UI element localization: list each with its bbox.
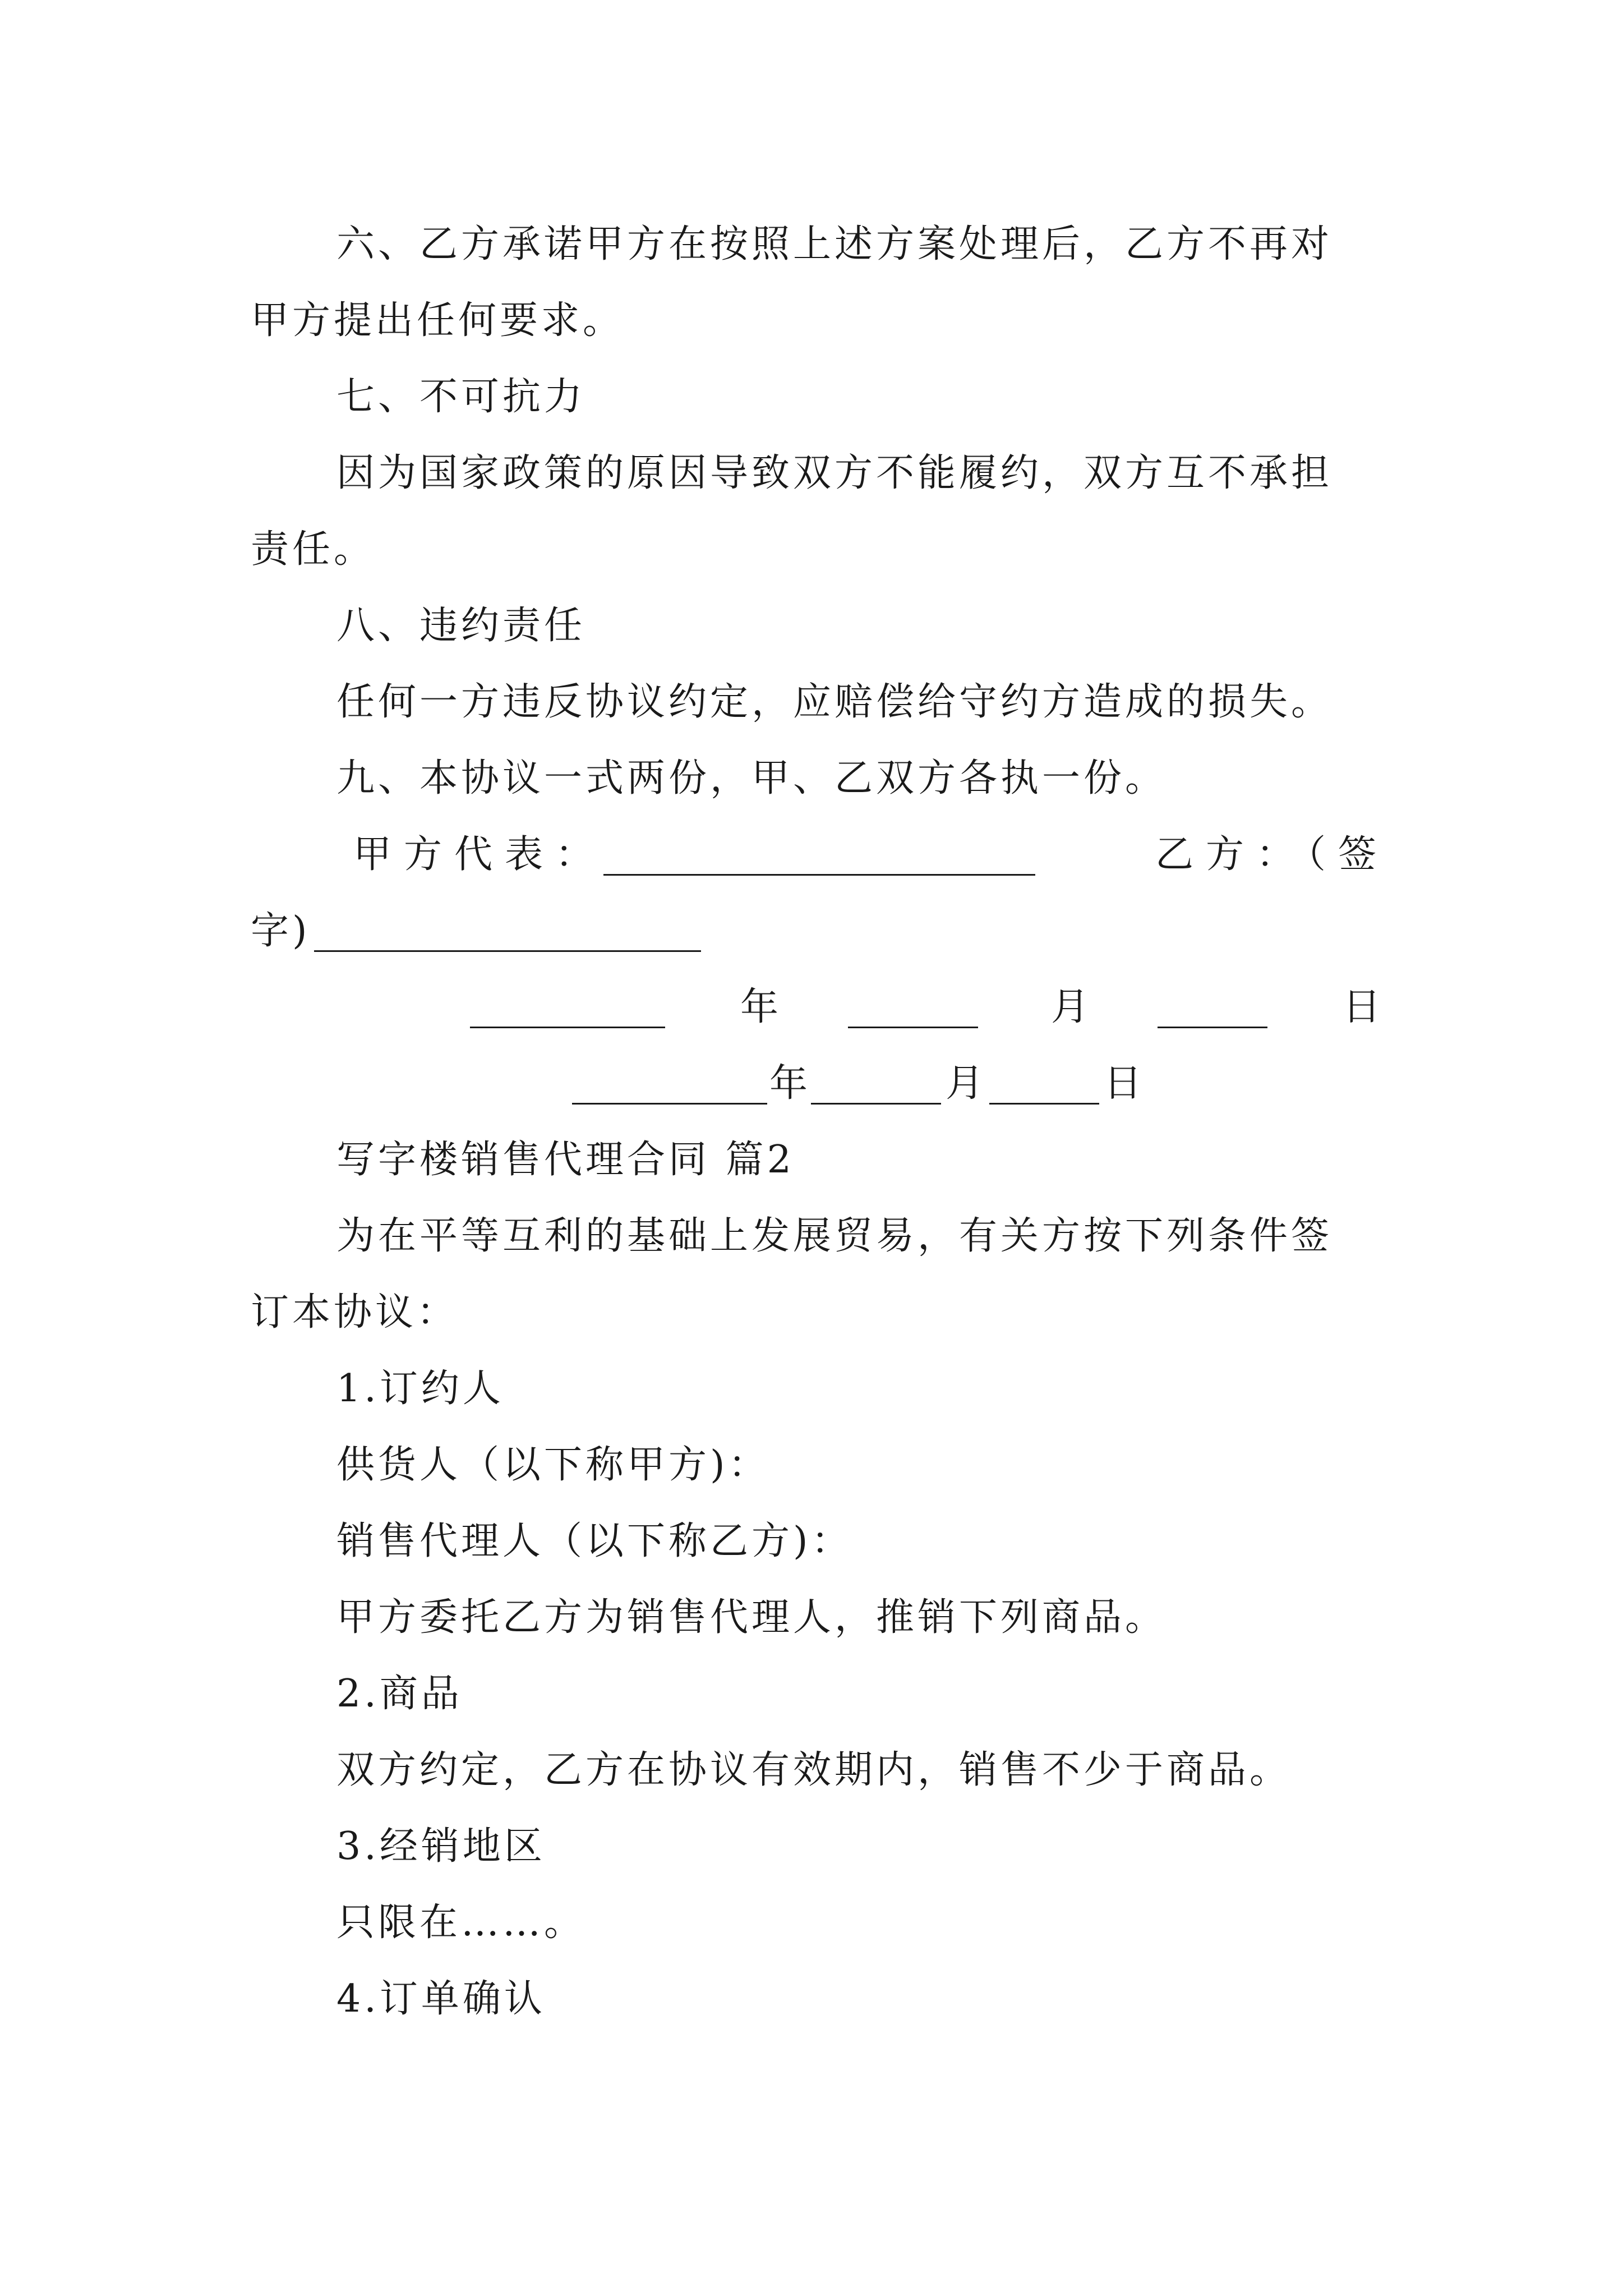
date2-year-label: 年 <box>769 1061 811 1106</box>
date2-year-blank <box>572 1080 767 1105</box>
item-2-heading: 2.商品 <box>336 1672 463 1716</box>
item-2-body: 双方约定，乙方在协议有效期内，销售不少于商品。 <box>336 1748 1292 1792</box>
date2-month-blank <box>811 1080 941 1105</box>
date1-day-blank <box>1158 1004 1267 1028</box>
clause-8-heading: 八、违约责任 <box>336 604 586 648</box>
supplier-line: 供货人（以下称甲方)： <box>336 1443 770 1487</box>
clause-6-line-2: 甲方提出任何要求。 <box>251 298 625 343</box>
party-b-label-cont: 字) <box>251 909 311 953</box>
party-a-label: 甲方代表： <box>353 832 606 877</box>
commission-line: 甲方委托乙方为销售代理人，推销下列商品。 <box>336 1595 1167 1640</box>
section-2-title: 写字楼销售代理合同 篇2 <box>336 1138 795 1182</box>
clause-7-line-2: 责任。 <box>251 527 376 572</box>
clause-6-line-1: 六、乙方承诺甲方在按照上述方案处理后，乙方不再对 <box>336 222 1333 266</box>
party-a-signature-blank <box>603 852 1035 876</box>
date2-day-label: 日 <box>1104 1061 1146 1106</box>
item-3-heading: 3.经销地区 <box>336 1824 546 1869</box>
clause-7-line-1: 因为国家政策的原因导致双方不能履约，双方互不承担 <box>336 451 1333 495</box>
party-b-signature-blank <box>314 928 701 952</box>
date2-month-label: 月 <box>946 1061 988 1106</box>
item-4-heading: 4.订单确认 <box>336 1977 546 2021</box>
agent-line: 销售代理人（以下称乙方)： <box>336 1519 853 1563</box>
clause-9: 九、本协议一式两份，甲、乙双方各执一份。 <box>336 756 1167 800</box>
item-3-body: 只限在……。 <box>336 1901 586 1945</box>
date1-year-blank <box>470 1004 665 1028</box>
party-b-label: 乙方：（签 <box>1155 832 1389 877</box>
date1-year-label: 年 <box>740 985 782 1029</box>
date1-day-label: 日 <box>1343 985 1385 1029</box>
section-2-intro-line-2: 订本协议： <box>251 1290 459 1335</box>
section-2-intro-line-1: 为在平等互利的基础上发展贸易，有关方按下列条件签 <box>336 1214 1333 1258</box>
item-1-heading: 1.订约人 <box>336 1366 504 1411</box>
clause-7-heading: 七、不可抗力 <box>336 375 586 419</box>
clause-8-body: 任何一方违反协议约定，应赔偿给守约方造成的损失。 <box>336 680 1333 724</box>
date2-day-blank <box>989 1080 1099 1105</box>
date1-month-label: 月 <box>1051 985 1093 1029</box>
date1-month-blank <box>848 1004 978 1028</box>
